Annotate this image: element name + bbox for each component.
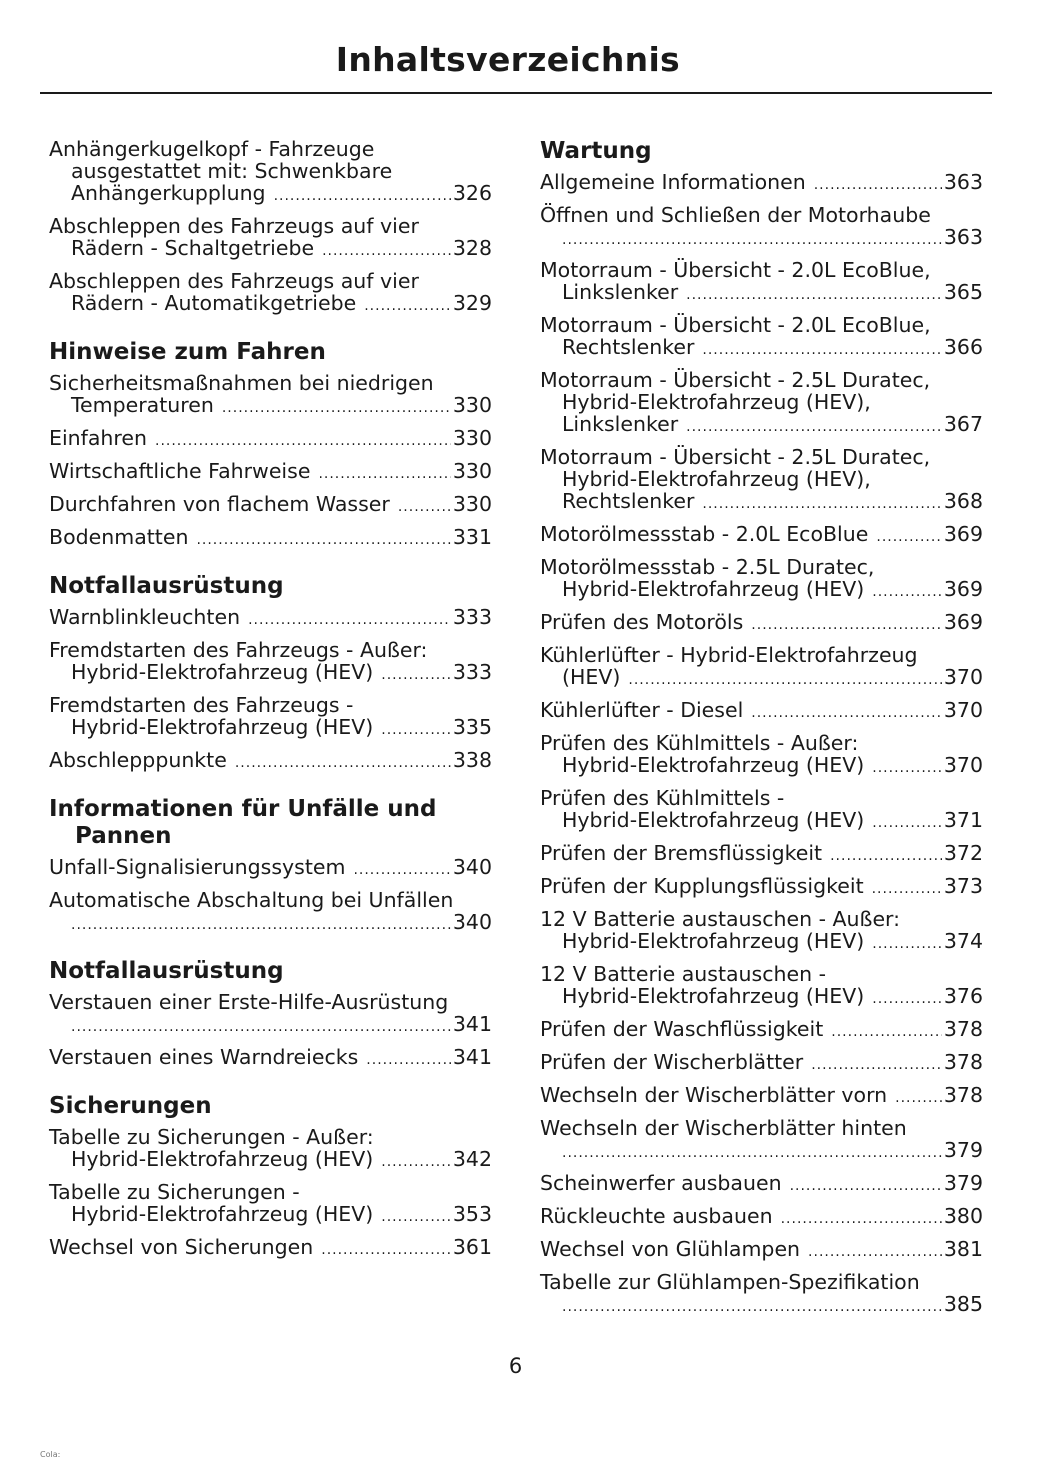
toc-entry-text: (HEV) (562, 665, 621, 689)
toc-entry-text: Warnblinkleuchten (49, 605, 241, 629)
toc-entry-text: Anhängerkupplung (71, 181, 266, 205)
section-heading: Sicherungen (49, 1093, 212, 1119)
toc-entry-text: Abschleppen des Fahrzeugs auf vier (49, 214, 419, 238)
toc-entry-row (71, 182, 492, 207)
toc-page-number: 370 (943, 753, 983, 777)
toc-page-number: 341 (452, 1045, 492, 1069)
toc-entry-text: Hybrid-Elektrofahrzeug (HEV), (562, 390, 871, 414)
toc-entry-text: Prüfen der Bremsflüssigkeit (540, 841, 823, 865)
toc-entry-text: Verstauen eines Warndreiecks (49, 1045, 359, 1069)
toc-entry-text: Rädern - Schaltgetriebe (71, 236, 315, 260)
toc-entry-text: Linkslenker (562, 280, 679, 304)
toc-entry-text: Sicherheitsmaßnahmen bei niedrigen (49, 371, 434, 395)
dot-leader (686, 284, 942, 306)
toc-entry[interactable] (49, 749, 492, 774)
toc-page-number: 330 (452, 492, 492, 516)
toc-page-number: 372 (943, 841, 983, 865)
dot-leader (381, 719, 451, 741)
toc-right-column (540, 138, 983, 1326)
toc-entry-text: Prüfen des Kühlmittels - Außer: (540, 731, 859, 755)
toc-entry[interactable] (540, 611, 983, 636)
toc-entry-row (540, 1051, 983, 1076)
toc-entry-text: Motorölmessstab - 2.0L EcoBlue (540, 522, 869, 546)
toc-entry-row (540, 1205, 983, 1230)
toc-entry[interactable] (540, 732, 983, 779)
dot-leader (562, 229, 942, 251)
section-heading: Notfallausrüstung (49, 958, 284, 984)
toc-entry-row (540, 1018, 983, 1043)
dot-leader (71, 1016, 451, 1038)
toc-page-number: 381 (943, 1237, 983, 1261)
toc-entry-row (49, 606, 492, 631)
section-heading: Wartung (540, 138, 652, 164)
toc-page-number: 370 (943, 698, 983, 722)
toc-entry[interactable] (49, 889, 492, 936)
toc-entry-text: 12 V Batterie austauschen - Außer: (540, 907, 901, 931)
toc-entry-text: Temperaturen (71, 393, 214, 417)
toc-entry-row (562, 985, 983, 1010)
toc-entry-row (540, 1084, 983, 1109)
toc-page-number: 367 (943, 412, 983, 436)
dot-leader (872, 757, 942, 779)
section-heading: Hinweise zum Fahren (49, 339, 326, 365)
toc-entry-text: Allgemeine Informationen (540, 170, 806, 194)
toc-entry-row (540, 875, 983, 900)
toc-entry-text: Rechtslenker (562, 489, 695, 513)
toc-entry-text: Verstauen einer Erste-Hilfe-Ausrüstung (49, 990, 449, 1014)
dot-leader (702, 339, 941, 361)
toc-entry[interactable] (49, 138, 492, 207)
toc-page-number: 376 (943, 984, 983, 1008)
dot-leader (790, 1175, 942, 1197)
toc-page-number: 341 (452, 1012, 492, 1036)
toc-section (49, 573, 492, 774)
toc-entry[interactable] (540, 523, 983, 548)
dot-leader (235, 752, 451, 774)
toc-entry[interactable] (540, 908, 983, 955)
toc-entry[interactable] (540, 787, 983, 834)
toc-entry[interactable] (49, 372, 492, 419)
toc-entry-row (562, 490, 983, 515)
toc-section (540, 138, 983, 1318)
toc-entry-text: Tabelle zur Glühlampen-Spezifikation (540, 1270, 920, 1294)
toc-entry-text: Rückleuchte ausbauen (540, 1204, 773, 1228)
toc-entry-row (71, 237, 492, 262)
toc-entry-row (562, 226, 983, 251)
dot-leader (274, 185, 451, 207)
toc-entry-row (540, 171, 983, 196)
toc-page-number: 378 (943, 1050, 983, 1074)
toc-entry-text: Motorraum - Übersicht - 2.0L EcoBlue, (540, 313, 931, 337)
toc-entry-text: Hybrid-Elektrofahrzeug (HEV) (562, 808, 865, 832)
toc-entry[interactable] (540, 1117, 983, 1164)
toc-page-number: 338 (452, 748, 492, 772)
dot-leader (628, 669, 941, 691)
toc-page-number: 379 (943, 1138, 983, 1162)
toc-entry-row (562, 336, 983, 361)
dot-leader (322, 240, 451, 262)
toc-entry-row (540, 611, 983, 636)
toc-entry[interactable] (49, 606, 492, 631)
toc-section (49, 339, 492, 551)
toc-page-number: 333 (452, 605, 492, 629)
toc-entry[interactable] (540, 259, 983, 306)
dot-leader (398, 496, 451, 518)
toc-entry[interactable] (540, 556, 983, 603)
toc-page-number: 331 (452, 525, 492, 549)
toc-entry[interactable] (540, 644, 983, 691)
toc-page-number: 330 (452, 393, 492, 417)
toc-page-number: 369 (943, 577, 983, 601)
toc-page-number: 330 (452, 459, 492, 483)
toc-entry[interactable] (540, 963, 983, 1010)
dot-leader (751, 614, 942, 636)
toc-entry[interactable] (49, 1126, 492, 1173)
dot-leader (872, 878, 942, 900)
toc-entry-text: Wechseln der Wischerblätter hinten (540, 1116, 907, 1140)
dot-leader (381, 664, 451, 686)
toc-entry[interactable] (49, 1236, 492, 1261)
toc-entry-row (71, 911, 492, 936)
toc-page-number: 378 (943, 1017, 983, 1041)
toc-page-number: 373 (943, 874, 983, 898)
toc-page-number: 340 (452, 910, 492, 934)
toc-page-number: 335 (452, 715, 492, 739)
toc-entry-text: Prüfen des Motoröls (540, 610, 744, 634)
toc-entry-text: Wechseln der Wischerblätter vorn (540, 1083, 888, 1107)
toc-left-column (49, 138, 492, 1269)
toc-entry-text: Unfall-Signalisierungssystem (49, 855, 346, 879)
toc-entry[interactable] (49, 270, 492, 317)
toc-entry-text: 12 V Batterie austauschen - (540, 962, 826, 986)
dot-leader (872, 812, 942, 834)
toc-entry-text: Einfahren (49, 426, 147, 450)
toc-entry-text: Öffnen und Schließen der Motorhaube (540, 203, 931, 227)
toc-entry-row (49, 493, 492, 518)
toc-entry[interactable] (540, 699, 983, 724)
toc-page-number: 378 (943, 1083, 983, 1107)
dot-leader (562, 1142, 942, 1164)
dot-leader (872, 933, 942, 955)
toc-entry[interactable] (540, 171, 983, 196)
toc-section (49, 1093, 492, 1261)
toc-entry[interactable] (49, 639, 492, 686)
dot-leader (781, 1208, 942, 1230)
toc-entry-text: Hybrid-Elektrofahrzeug (HEV) (562, 929, 865, 953)
toc-entry-row (540, 699, 983, 724)
toc-entry[interactable] (540, 1084, 983, 1109)
toc-page-number: 379 (943, 1171, 983, 1195)
page-number: 6 (508, 1354, 523, 1378)
toc-entry-text: Hybrid-Elektrofahrzeug (HEV) (562, 753, 865, 777)
dot-leader (353, 859, 450, 881)
toc-entry[interactable] (49, 493, 492, 518)
toc-entry-text: Scheinwerfer ausbauen (540, 1171, 782, 1195)
toc-entry-row (562, 809, 983, 834)
toc-entry-row (562, 666, 983, 691)
toc-page-number: 366 (943, 335, 983, 359)
toc-entry-text: Motorölmessstab - 2.5L Duratec, (540, 555, 875, 579)
toc-page-number: 329 (452, 291, 492, 315)
toc-page-number: 328 (452, 236, 492, 260)
dot-leader (872, 581, 942, 603)
toc-entry[interactable] (540, 842, 983, 867)
toc-entry-row (71, 292, 492, 317)
toc-entry-text: Hybrid-Elektrofahrzeug (HEV) (71, 1202, 374, 1226)
toc-entry-text: Hybrid-Elektrofahrzeug (HEV) (71, 1147, 374, 1171)
footer-mark: Cola: (40, 1450, 61, 1459)
page-title: Inhaltsverzeichnis (335, 40, 680, 79)
dot-leader (318, 463, 450, 485)
toc-section (49, 796, 492, 936)
toc-entry-row (49, 1236, 492, 1261)
section-heading: Notfallausrüstung (49, 573, 284, 599)
toc-entry-row (540, 523, 983, 548)
toc-entry-text: Automatische Abschaltung bei Unfällen (49, 888, 454, 912)
toc-entry-row (562, 754, 983, 779)
dot-leader (872, 988, 942, 1010)
toc-entry[interactable] (49, 991, 492, 1038)
toc-entry-text: Hybrid-Elektrofahrzeug (HEV) (562, 577, 865, 601)
toc-entry-text: Hybrid-Elektrofahrzeug (HEV), (562, 467, 871, 491)
toc-page-number: 330 (452, 426, 492, 450)
toc-entry[interactable] (540, 875, 983, 900)
toc-entry[interactable] (540, 1018, 983, 1043)
dot-leader (71, 914, 451, 936)
toc-entry-row (562, 281, 983, 306)
toc-entry-text: Rädern - Automatikgetriebe (71, 291, 357, 315)
section-heading: Informationen für Unfälle und Pannen (49, 796, 437, 849)
dot-leader (321, 1239, 451, 1261)
toc-entry[interactable] (540, 1271, 983, 1318)
toc-section (49, 958, 492, 1071)
toc-page-number: 380 (943, 1204, 983, 1228)
dot-leader (222, 397, 451, 419)
toc-entry-row (71, 661, 492, 686)
toc-entry[interactable] (540, 1238, 983, 1263)
toc-entry-text: Wechsel von Sicherungen (49, 1235, 314, 1259)
toc-entry-text: Anhängerkugelkopf - Fahrzeuge (49, 137, 375, 161)
dot-leader (686, 416, 942, 438)
toc-entry-text: Prüfen der Waschflüssigkeit (540, 1017, 824, 1041)
toc-section (49, 138, 492, 317)
toc-page-number: 365 (943, 280, 983, 304)
toc-entry[interactable] (540, 446, 983, 515)
toc-page-number: 342 (452, 1147, 492, 1171)
toc-entry[interactable] (540, 1051, 983, 1076)
toc-entry-text: Hybrid-Elektrofahrzeug (HEV) (562, 984, 865, 1008)
toc-page-number: 374 (943, 929, 983, 953)
toc-page-number: 326 (452, 181, 492, 205)
toc-page-number: 369 (943, 610, 983, 634)
toc-entry-text: Motorraum - Übersicht - 2.0L EcoBlue, (540, 258, 931, 282)
toc-entry-row (71, 1148, 492, 1173)
toc-entry-row (49, 460, 492, 485)
toc-entry[interactable] (540, 314, 983, 361)
dot-leader (381, 1206, 451, 1228)
toc-entry-text: Kühlerlüfter - Hybrid-Elektrofahrzeug (540, 643, 918, 667)
toc-entry-text: Kühlerlüfter - Diesel (540, 698, 744, 722)
dot-leader (811, 1054, 942, 1076)
dot-leader (562, 1296, 942, 1318)
dot-leader (702, 493, 941, 515)
toc-entry[interactable] (49, 856, 492, 881)
dot-leader (155, 430, 451, 452)
toc-entry[interactable] (49, 427, 492, 452)
toc-page-number: 371 (943, 808, 983, 832)
toc-entry-text: Bodenmatten (49, 525, 189, 549)
dot-leader (831, 1021, 942, 1043)
toc-entry[interactable] (49, 1181, 492, 1228)
header (40, 36, 992, 94)
dot-leader (196, 529, 450, 551)
dot-leader (248, 609, 451, 631)
toc-entry-row (71, 1013, 492, 1038)
toc-entry-text: Wechsel von Glühlampen (540, 1237, 801, 1261)
toc-entry-text: Abschlepppunkte (49, 748, 227, 772)
toc-entry[interactable] (540, 204, 983, 251)
toc-entry-row (49, 856, 492, 881)
dot-leader (808, 1241, 942, 1263)
toc-entry-row (49, 427, 492, 452)
toc-page-number: 363 (943, 170, 983, 194)
dot-leader (364, 295, 451, 317)
toc-entry[interactable] (49, 1046, 492, 1071)
toc-entry-row (540, 1238, 983, 1263)
toc-page-number: 385 (943, 1292, 983, 1316)
toc-page-number: 368 (943, 489, 983, 513)
toc-entry-row (71, 716, 492, 741)
dot-leader (876, 526, 941, 548)
toc-entry-text: Fremdstarten des Fahrzeugs - (49, 693, 354, 717)
toc-entry[interactable] (49, 694, 492, 741)
toc-page-number: 340 (452, 855, 492, 879)
toc-entry-row (49, 526, 492, 551)
toc-entry[interactable] (49, 526, 492, 551)
toc-page-number: 369 (943, 522, 983, 546)
dot-leader (381, 1151, 451, 1173)
toc-entry-text: Motorraum - Übersicht - 2.5L Duratec, (540, 445, 931, 469)
toc-entry-text: Hybrid-Elektrofahrzeug (HEV) (71, 715, 374, 739)
toc-entry-row (562, 1293, 983, 1318)
dot-leader (830, 845, 942, 867)
toc-entry-text: Wirtschaftliche Fahrweise (49, 459, 311, 483)
toc-entry[interactable] (540, 1205, 983, 1230)
toc-entry-text: Prüfen des Kühlmittels - (540, 786, 785, 810)
toc-page-number: 370 (943, 665, 983, 689)
toc-entry-text: Fremdstarten des Fahrzeugs - Außer: (49, 638, 428, 662)
toc-page-number: 353 (452, 1202, 492, 1226)
toc-entry-text: Motorraum - Übersicht - 2.5L Duratec, (540, 368, 931, 392)
toc-entry-row (71, 394, 492, 419)
toc-entry-text: Linkslenker (562, 412, 679, 436)
toc-entry-row (540, 842, 983, 867)
dot-leader (366, 1049, 451, 1071)
toc-entry-text: Prüfen der Kupplungsflüssigkeit (540, 874, 864, 898)
toc-entry-text: Abschleppen des Fahrzeugs auf vier (49, 269, 419, 293)
toc-entry-row (562, 930, 983, 955)
toc-entry-row (49, 1046, 492, 1071)
toc-entry-row (540, 1172, 983, 1197)
toc-entry-text: Prüfen der Wischerblätter (540, 1050, 804, 1074)
toc-entry-text: ausgestattet mit: Schwenkbare (71, 159, 393, 183)
toc-entry-text: Rechtslenker (562, 335, 695, 359)
toc-page-number: 333 (452, 660, 492, 684)
toc-page-number: 361 (452, 1235, 492, 1259)
dot-leader (814, 174, 942, 196)
toc-entry-row (49, 749, 492, 774)
toc-page-number: 363 (943, 225, 983, 249)
dot-leader (895, 1087, 942, 1109)
toc-entry-text: Durchfahren von flachem Wasser (49, 492, 390, 516)
toc-entry-text: Tabelle zu Sicherungen - (49, 1180, 300, 1204)
toc-entry-text: Hybrid-Elektrofahrzeug (HEV) (71, 660, 374, 684)
toc-entry-row (71, 1203, 492, 1228)
toc-entry[interactable] (49, 215, 492, 262)
toc-entry[interactable] (540, 1172, 983, 1197)
toc-entry-row (562, 413, 983, 438)
dot-leader (751, 702, 942, 724)
toc-entry-row (562, 1139, 983, 1164)
toc-entry-text: Tabelle zu Sicherungen - Außer: (49, 1125, 374, 1149)
toc-entry[interactable] (49, 460, 492, 485)
toc-entry-row (562, 578, 983, 603)
toc-entry[interactable] (540, 369, 983, 438)
